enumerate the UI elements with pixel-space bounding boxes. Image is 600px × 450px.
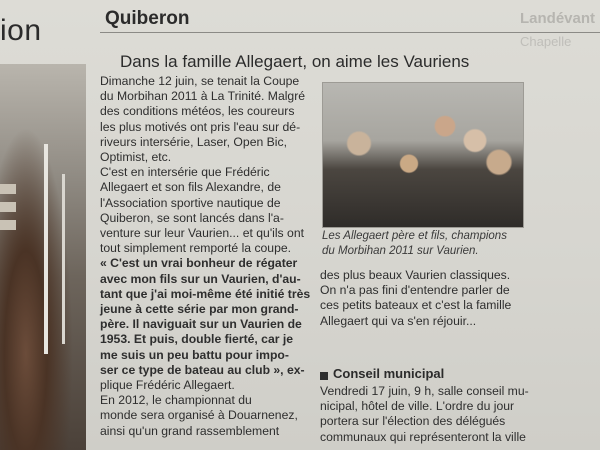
text-line: nicipal, hôtel de ville. L'ordre du jour — [320, 399, 515, 414]
text-line: C'est en intersérie que Frédéric — [100, 165, 270, 180]
text-line: riveurs intersérie, Laser, Open Bic, — [100, 134, 287, 149]
text-line: portera sur l'élection des délégués — [320, 414, 506, 429]
article-column-1 — [100, 74, 310, 439]
council-heading: Conseil municipal — [333, 366, 445, 381]
text-line: Vendredi 17 juin, 9 h, salle conseil mu- — [320, 384, 529, 398]
article-photo — [322, 82, 524, 228]
text-line: « C'est un vrai bonheur de régater — [100, 256, 298, 271]
section-title: Quiberon — [105, 8, 190, 29]
photo-caption — [322, 229, 542, 259]
text-line: Allegaert et son fils Alexandre, de — [100, 180, 281, 195]
left-adjacent-article — [0, 0, 92, 450]
section-rule — [100, 32, 600, 33]
text-line: Allegaert qui va s'en réjouir... — [320, 313, 477, 328]
text-line: des plus beaux Vaurien classiques. — [320, 268, 511, 282]
right-subhead-fragment: Chapelle — [520, 34, 572, 49]
article-column-2 — [320, 268, 540, 329]
text-line: l'Association sportive nautique de — [100, 195, 281, 210]
text-line: Quiberon, se sont lancés dans l'a- — [100, 210, 284, 225]
sail-mast-secondary — [62, 174, 65, 344]
text-line: jeune à cette série par mon grand- — [100, 302, 299, 317]
text-line: Dimanche 12 juin, se tenait la Coupe — [100, 74, 300, 88]
hull-stripe — [0, 184, 16, 194]
text-line: avec mon fils sur un Vaurien, d'au- — [100, 271, 301, 286]
left-adjacent-photo — [0, 64, 86, 450]
text-line: tant que j'ai moi-même été initié très — [100, 286, 311, 301]
text-line: ser ce type de bateau au club », ex- — [100, 362, 305, 377]
text-line: Les Allegaert père et fils, champions — [322, 230, 507, 242]
article-headline: Dans la famille Allegaert, on aime les Vauriens — [120, 52, 470, 71]
text-line: tout simplement remporté la coupe. — [100, 241, 292, 256]
text-line: me suis un peu battu pour impo- — [100, 347, 289, 362]
text-line: monde sera organisé à Douarnenez, — [100, 408, 298, 423]
text-line: plique Frédéric Allegaert. — [100, 378, 235, 393]
text-line: des conditions météos, les coureurs — [100, 104, 295, 119]
text-line: ces petits bateaux et c'est la famille — [320, 298, 512, 313]
council-text — [320, 384, 540, 445]
text-line: On n'a pas fini d'entendre parler de — [320, 283, 510, 298]
text-line: communaux qui représenteront la ville — [320, 429, 526, 444]
text-line: Optimist, etc. — [100, 150, 172, 165]
text-line: venture sur leur Vaurien... et qu'ils ont — [100, 226, 304, 241]
text-line: ainsi qu'un grand rassemblement — [100, 423, 280, 438]
sail-mast — [44, 144, 48, 354]
left-headline-fragment: ion — [0, 14, 42, 47]
text-line: 1953. Et puis, double fierté, car je — [100, 332, 294, 347]
hull-stripe — [0, 202, 16, 212]
text-line: père. Il naviguait sur un Vaurien de — [100, 317, 302, 332]
right-section-fragment: Landévant — [520, 10, 596, 27]
square-bullet-icon — [320, 372, 328, 380]
text-line: les plus motivés ont pris l'eau sur dé- — [100, 119, 301, 134]
hull-stripe — [0, 220, 16, 230]
text-line: En 2012, le championnat du — [100, 393, 252, 408]
text-line: du Morbihan 2011 à La Trinité. Malgré — [100, 89, 306, 104]
text-line: du Morbihan 2011 sur Vaurien. — [322, 245, 479, 257]
